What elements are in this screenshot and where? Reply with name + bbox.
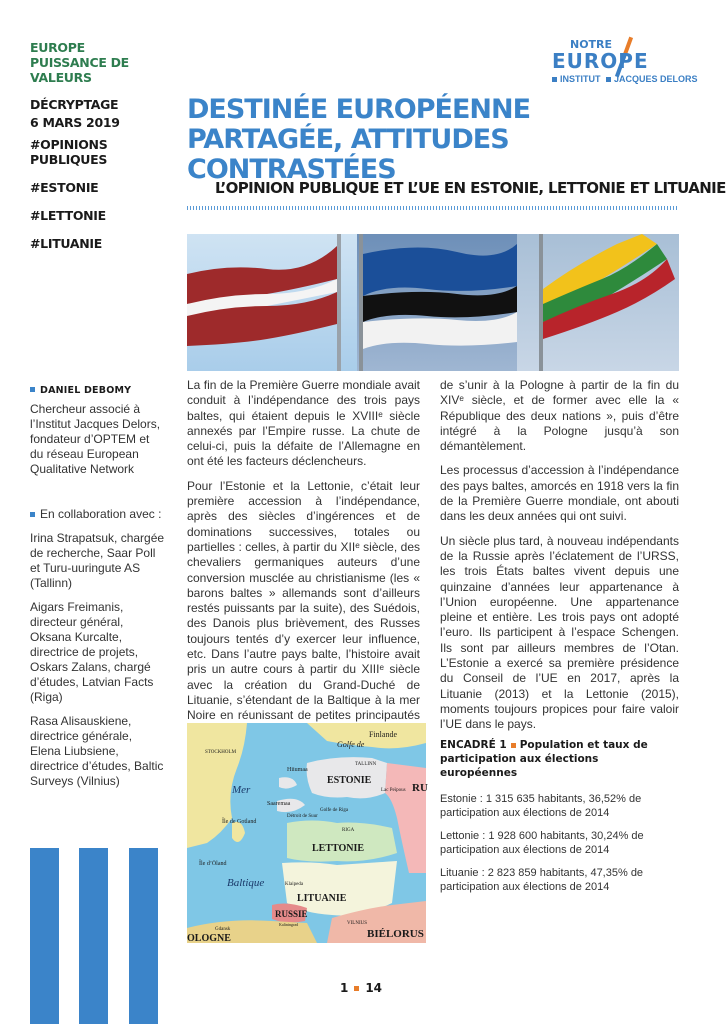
map-label-golfe-riga: Golfe de Riga	[320, 808, 349, 813]
partner-2: Aigars Freimanis, directeur général, Oksana Kurcalte, directrice de projets, Oskars Zalans, chargé d’études, Latvian Facts (Riga)	[30, 600, 154, 704]
map-label-lituanie: LITUANIE	[297, 893, 347, 904]
map-label-riga: RIGA	[342, 828, 355, 833]
page-current: 1	[339, 981, 349, 995]
map-label-estonie: ESTONIE	[327, 775, 372, 786]
map-label-kaliningrad: Kaliningrad	[279, 922, 299, 927]
orange-square-icon	[511, 743, 516, 748]
partner-3: Rasa Alisauskiene, directrice générale, Elena Liubsiene, directrice d’études, Baltic Surveys (Vilnius)	[30, 714, 164, 788]
paragraph: Un siècle plus tard, à nouveau indépendants de la Russie après l’éclatement de l’URSS, les trois États baltes vivent depuis une quinzaine d’années leur appartenance à l’Union européenne. Une appartenance pleine et entière. Les trois pays ont adopté l’euro. Ils participent à l’espace Schengen. Ils sont par ailleurs membres de l’Otan. L’Estonie a exercé sa première présidence du Conseil de l’UE en 2017, après la Lituanie (2013) et la Lettonie (2015), moments toujours propices pour faire valoir l’UE dans le pays.	[440, 533, 679, 732]
info-box-item-lettonie: Lettonie : 1 928 600 habitants, 30,24% de participation aux élections de 2014	[440, 830, 644, 856]
bullet-square-icon	[30, 387, 35, 392]
logo-institut: INSTITUT	[560, 74, 601, 84]
page-number	[0, 981, 722, 995]
map-label-mer: Mer	[232, 784, 251, 796]
logo-europe: EUROPE	[552, 49, 649, 73]
map-label-pologne: OLOGNE	[187, 933, 231, 944]
map-label-klaipeda: Klaipeda	[285, 882, 304, 887]
tag-estonie[interactable]: #ESTONIE	[30, 180, 99, 195]
page-total: 14	[365, 981, 383, 995]
publication-date: 6 MARS 2019	[30, 115, 120, 130]
map-label-ru: RU	[412, 782, 428, 794]
lithuania-flag-image	[517, 234, 679, 371]
map-label-baltique: Baltique	[227, 877, 265, 889]
map-label-golfe: Golfe de	[337, 740, 365, 749]
author-description: Chercheur associé à l’Institut Jacques Delors, fondateur d’OPTEM et du réseau European Qualitative Network	[30, 402, 161, 476]
series-title: EUROPE PUISSANCE DE VALEURS	[30, 40, 129, 85]
page-subtitle: L’OPINION PUBLIQUE ET L’UE EN ESTONIE, LETTONIE ET LITUANIE	[215, 179, 726, 197]
bullet-square-icon	[30, 512, 35, 517]
map-label-lac: Lac Peïpous	[381, 788, 406, 793]
partner-1: Irina Strapatsuk, chargée de recherche, Saar Poll et Turu-uuringute AS (Tallinn)	[30, 531, 165, 590]
institute-logo	[552, 38, 698, 93]
map-label-hiiumaa: Hiiumaa	[287, 767, 308, 773]
map-label-stockholm: STOCKHOLM	[205, 750, 237, 755]
map-label-gotland: Île de Gotland	[222, 819, 257, 825]
logo-notre: NOTRE	[570, 38, 613, 51]
body-column-2	[440, 378, 679, 733]
logo-name: JACQUES DELORS	[614, 74, 698, 84]
collaboration-heading: En collaboration avec :	[30, 507, 165, 522]
info-box	[440, 738, 679, 894]
info-box-item-lituanie: Lituanie : 2 823 859 habitants, 47,35% de participation aux élections de 2014	[440, 867, 644, 893]
author-name: DANIEL DEBOMY	[40, 385, 132, 396]
map-label-detroit: Détroit de Suur	[287, 814, 318, 819]
tag-opinions[interactable]: #OPINIONS PUBLIQUES	[30, 137, 108, 167]
map-label-oland: Île d’Öland	[199, 861, 227, 867]
flags-photo	[187, 234, 679, 371]
logo-subtitle	[552, 74, 698, 84]
sidebar-header	[30, 40, 165, 251]
page-separator-icon	[354, 986, 359, 991]
info-box-title: Population et taux de participation aux élections européennes	[440, 739, 648, 779]
map-label-tallinn: TALLINN	[355, 762, 377, 767]
baltic-map	[187, 723, 426, 943]
paragraph: Pour l’Estonie et la Lettonie, c’était leur première accession à l’indépendance, après des siècles d’ingérences et de dominations successives, totales ou partielles : celles, à partir du XIIᵉ siècle, des chevaliers germaniques auteurs d’une conversion musclée au christianisme (les « barons baltes » allemands sont d’ailleurs restés puissants par la suite), des Suédois, des Danois plus brièvement, des Russes toujours tentés d’y exercer leur influence, etc. Dans l’autre pays balte, l’histoire avait pris un autre cours à partir du XIIIᵉ siècle avec la création du Grand-Duché de Lituanie, s’étendant de la Baltique à la mer Noire en réunissant de petites principautés	[187, 478, 420, 723]
paragraph: de s’unir à la Pologne à partir de la fin du XIVᵉ siècle, et de former avec elle la « République des deux nations », puis d’être intégré à la Pologne jusqu’à son démantèlement.	[440, 378, 679, 454]
paragraph: La fin de la Première Guerre mondiale avait conduit à l’indépendance des trois pays baltes, qui étaient depuis le XVIIIᵉ siècle annexés par l’Empire russe. La chute de celui-ci, puis la défaite de l’Allemagne en ont été les facteurs déclencheurs.	[187, 378, 420, 469]
info-box-label: ENCADRÉ 1	[440, 739, 507, 751]
map-label-finlande: Finlande	[369, 730, 397, 739]
estonia-flag-image	[357, 234, 517, 371]
latvia-flag-image	[187, 234, 357, 371]
info-box-heading	[440, 738, 679, 780]
document-type: DÉCRYPTAGE	[30, 97, 119, 112]
map-label-lettonie: LETTONIE	[312, 843, 365, 854]
map-label-bielorussie: BIÉLORUS	[367, 928, 424, 940]
map-label-vilnius: VILNIUS	[347, 921, 367, 926]
tag-lettonie[interactable]: #LETTONIE	[30, 208, 106, 223]
map-label-gdansk: Gdansk	[215, 927, 231, 932]
map-label-russie: RUSSIE	[275, 909, 308, 919]
dotted-divider	[187, 206, 679, 210]
paragraph: Les processus d’accession à l’indépendance des pays baltes, amorcés en 1918 vers la fin de la Première Guerre mondiale, ont abouti dans les deux années qui ont suivi.	[440, 463, 679, 524]
body-column-1	[187, 378, 420, 739]
info-box-item-estonie: Estonie : 1 315 635 habitants, 36,52% de participation aux élections de 2014	[440, 793, 642, 819]
author-column	[30, 382, 165, 789]
page-title: DESTINÉE EUROPÉENNE PARTAGÉE, ATTITUDES CONTRASTÉES	[187, 94, 531, 185]
tag-lituanie[interactable]: #LITUANIE	[30, 236, 103, 251]
decorative-stripes	[30, 848, 158, 1024]
map-label-saaremaa: Saaremaa	[267, 801, 291, 807]
author-block	[30, 382, 165, 398]
